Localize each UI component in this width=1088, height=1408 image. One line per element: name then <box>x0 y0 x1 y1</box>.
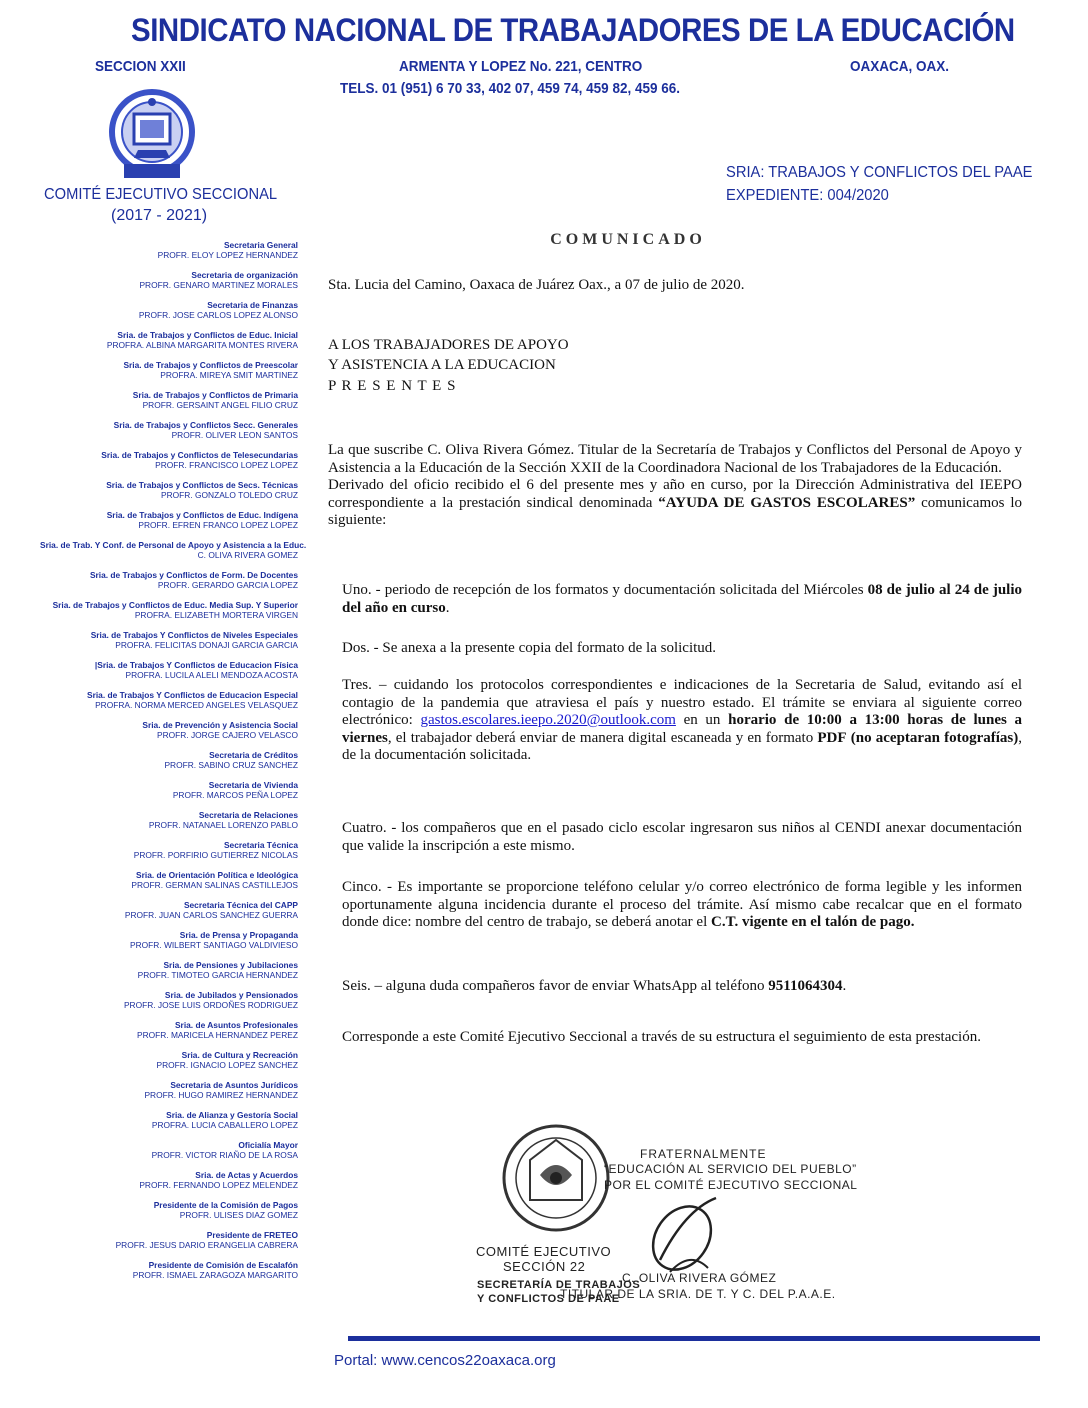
item-tres <box>342 677 1022 765</box>
officer-entry <box>40 720 298 741</box>
recipient-line-1: A LOS TRABAJADORES DE APOYO <box>328 337 569 353</box>
file-number: EXPEDIENTE: 004/2020 <box>726 187 889 204</box>
officer-role: Sria. de Trabajos y Conflictos de Telesecundarias <box>101 450 298 460</box>
item-dos: Dos. - Se anexa a la presente copia del formato de la solicitud. <box>342 640 717 656</box>
officer-name: C. OLIVA RIVERA GOMEZ <box>197 550 298 560</box>
officer-role: Presidente de FRETEO <box>206 1230 298 1240</box>
officer-name: PROFR. JUAN CARLOS SANCHEZ GUERRA <box>124 910 298 920</box>
officer-role: Sria. de Trabajos y Conflictos de Educ. Indígena <box>106 510 298 520</box>
officer-role: Sria. de Prevención y Asistencia Social <box>142 720 298 730</box>
officer-role: Sria. de Orientación Política e Ideológica <box>136 870 298 880</box>
section-label: SECCION XXII <box>95 58 186 75</box>
email-link[interactable]: gastos.escolares.ieepo.2020@outlook.com <box>420 712 676 728</box>
officer-entry <box>40 240 298 261</box>
officer-entry <box>40 900 298 921</box>
officer-entry <box>40 810 298 831</box>
officer-role: Sria. de Actas y Acuerdos <box>195 1170 298 1180</box>
officer-name: PROFR. PORFIRIO GUTIERREZ NICOLAS <box>133 850 298 860</box>
officer-role: Secretaria General <box>223 240 298 250</box>
item-uno-end: . <box>445 599 450 616</box>
officer-entry <box>40 450 298 471</box>
union-logo-icon <box>104 88 200 182</box>
officer-entry <box>40 990 298 1011</box>
officer-name: PROFR. JORGE CAJERO VELASCO <box>156 730 298 740</box>
secretariat-reference: SRIA: TRABAJOS Y CONFLICTOS DEL PAAE <box>726 164 1033 181</box>
signature-line-3: POR EL COMITÉ EJECUTIVO SECCIONAL <box>604 1178 858 1192</box>
officer-entry <box>40 360 298 381</box>
officer-role: Sria. de Trabajos y Conflictos de Educ. Inicial <box>117 330 298 340</box>
officer-name: PROFRA. ELIZABETH MORTERA VIRGEN <box>134 610 298 620</box>
officer-name: PROFRA. LUCILA ALELI MENDOZA ACOSTA <box>125 670 298 680</box>
whatsapp-number: 9511064304 <box>768 978 843 994</box>
officer-name: PROFR. MARCOS PEÑA LOPEZ <box>172 790 298 800</box>
officer-role: Oficialía Mayor <box>238 1140 298 1150</box>
officer-name: PROFR. IGNACIO LOPEZ SANCHEZ <box>156 1060 298 1070</box>
officer-entry <box>40 840 298 861</box>
stamp-line-1: COMITÉ EJECUTIVO <box>476 1244 612 1259</box>
item-cinco-emphasis: C.T. vigente en el talón de pago. <box>711 914 915 930</box>
officer-name: PROFR. GENARO MARTINEZ MORALES <box>139 280 298 290</box>
city: OAXACA, OAX. <box>850 58 950 75</box>
officer-name: PROFR. JESUS DARIO ERANGELIA CABRERA <box>115 1240 298 1250</box>
officer-role: Sria. de Trabajos y Conflictos de Secs. Técnicas <box>106 480 298 490</box>
letter-title: COMUNICADO <box>550 231 706 248</box>
item-uno-text: Uno. - periodo de recepción de los formatos y documentación solicitada del Miércoles <box>342 582 868 598</box>
officer-entry <box>40 750 298 771</box>
portal-link[interactable]: Portal: www.cencos22oaxaca.org <box>334 1352 556 1369</box>
officer-role: Sria. de Trab. Y Conf. de Personal de Apoyo y Asistencia a la Educ. <box>40 540 307 550</box>
officer-role: Secretaria de organización <box>191 270 298 280</box>
officer-entry <box>40 540 307 561</box>
officer-entry <box>40 1170 298 1191</box>
officer-name: PROFR. GERARDO GARCIA LOPEZ <box>157 580 298 590</box>
address: ARMENTA Y LOPEZ No. 221, CENTRO <box>399 58 643 75</box>
officer-entry <box>40 600 298 621</box>
officer-role: Presidente de Comisión de Escalafón <box>148 1260 298 1270</box>
recipient-line-2: Y ASISTENCIA A LA EDUCACION <box>328 357 556 373</box>
officer-role: Secretaria Técnica <box>223 840 298 850</box>
officer-entry <box>40 1140 298 1161</box>
officer-entry <box>40 570 298 591</box>
format-pdf: PDF <box>817 729 847 746</box>
officer-role: Sria. de Jubilados y Pensionados <box>164 990 298 1000</box>
officer-entry <box>40 420 298 441</box>
officer-role: Sria. de Trabajos y Conflictos Secc. Generales <box>113 420 298 430</box>
officer-entry <box>40 1050 298 1071</box>
officer-name: PROFR. NATANAEL LORENZO PABLO <box>148 820 298 830</box>
officer-entry <box>40 510 298 531</box>
signature-line-1: FRATERNALMENTE <box>640 1147 767 1161</box>
officer-entry <box>40 660 298 681</box>
item-uno-dates: 08 de julio al 24 de julio del año en curso <box>342 582 1022 616</box>
officer-name: PROFR. JOSE CARLOS LOPEZ ALONSO <box>138 310 298 320</box>
derivado-end: comunicamos lo siguiente: <box>328 494 1023 528</box>
intro-paragraph <box>328 442 1022 530</box>
derivado-text: Derivado del oficio recibido el 6 del presente mes y año en curso, por la Dirección Administrativa del IEEPO correspondiente a la prestación sindical denominada <box>328 477 1022 511</box>
item-tres-text: Tres. – cuidando los protocolos correspondientes e indicaciones de la Secretaria de Salud, evitando así el contagio de la pandemia que atraviesa el país y nuestro estado. El trámite se enviara al siguiente correo electrónico: <box>342 677 1022 728</box>
officer-entry <box>40 780 298 801</box>
officer-role: Sria. de Trabajos y Conflictos de Primaria <box>132 390 298 400</box>
officer-name: PROFR. GONZALO TOLEDO CRUZ <box>161 490 298 500</box>
footer-rule <box>348 1336 1040 1341</box>
officer-name: PROFRA. MIREYA SMIT MARTINEZ <box>160 370 298 380</box>
officer-role: Sria. de Trabajos y Conflictos de Form. De Docentes <box>89 570 298 580</box>
officer-role: Secretaria de Finanzas <box>207 300 298 310</box>
officer-role: Secretaria de Asuntos Jurídicos <box>170 1080 298 1090</box>
officer-name: PROFR. JOSE LUIS ORDOÑES RODRIGUEZ <box>123 1000 298 1010</box>
officer-entry <box>40 300 298 321</box>
signature-line-2: “EDUCACIÓN AL SERVICIO DEL PUEBLO” <box>604 1162 857 1176</box>
officer-role: Sria. de Trabajos y Conflictos de Preescolar <box>123 360 298 370</box>
item-cinco-text: Cinco. - Es importante se proporcione teléfono celular y/o correo electrónico de forma legible y les informen oportunamente alguna incidencia durante el proceso del trámite. Así mismo cabe recalcar que en el formato donde dice: nombre del centro de trabajo, se deberá anotar el <box>342 879 1022 930</box>
benefit-name: “AYUDA DE GASTOS ESCOLARES” <box>658 494 916 511</box>
officer-entry <box>40 1200 298 1221</box>
officer-name: PROFRA. FELICITAS DONAJI GARCIA GARCIA <box>115 640 298 650</box>
derivado-paragraph <box>328 477 1022 530</box>
officer-name: PROFRA. LUCIA CABALLERO LOPEZ <box>151 1120 298 1130</box>
officer-role: Secretaria de Relaciones <box>198 810 298 820</box>
officer-entry <box>40 960 298 981</box>
closing-paragraph: Corresponde a este Comité Ejecutivo Seccional a través de su estructura el seguimiento de esta prestación. <box>342 1029 981 1045</box>
officer-role: Secretaria Técnica del CAPP <box>183 900 298 910</box>
officer-name: PROFR. ELOY LOPEZ HERNANDEZ <box>157 250 298 260</box>
officer-role: Sria. de Trabajos Y Conflictos de Niveles Especiales <box>90 630 298 640</box>
officer-name: PROFR. TIMOTEO GARCIA HERNANDEZ <box>137 970 298 980</box>
officer-name: PROFR. OLIVER LEON SANTOS <box>171 430 298 440</box>
officer-role: Sria. de Prensa y Propaganda <box>179 930 298 940</box>
officer-name: PROFR. ISMAEL ZARAGOZA MARGARITO <box>132 1270 298 1280</box>
officer-name: PROFR. SABINO CRUZ SANCHEZ <box>164 760 298 770</box>
officer-role: Secretaria de Créditos <box>209 750 298 760</box>
item-seis <box>342 978 1022 996</box>
officer-role: Presidente de la Comisión de Pagos <box>153 1200 298 1210</box>
officer-name: PROFR. HUGO RAMIREZ HERNANDEZ <box>144 1090 298 1100</box>
item-cinco <box>342 879 1022 932</box>
officer-entry <box>40 1260 298 1281</box>
item-tres-text-2: en un <box>675 712 729 728</box>
officer-name: PROFR. GERSAINT ANGEL FILIO CRUZ <box>142 400 298 410</box>
item-seis-text: Seis. – alguna duda compañeros favor de enviar WhatsApp al teléfono <box>342 978 769 994</box>
officer-entry <box>40 630 298 651</box>
item-tres-text-3: , el trabajador deberá enviar de manera digital escaneada y en formato <box>387 729 818 746</box>
officer-entry <box>40 690 298 711</box>
officer-entry <box>40 930 298 951</box>
officer-entry <box>40 330 298 351</box>
signer-title: TITULAR DE LA SRIA. DE T. Y C. DEL P.A.A.E. <box>560 1287 836 1301</box>
officer-role: Sria. de Asuntos Profesionales <box>174 1020 298 1030</box>
officer-entry <box>40 480 298 501</box>
stamp-line-3: SECRETARÍA DE TRABAJOS <box>477 1279 641 1291</box>
officer-name: PROFR. WILBERT SANTIAGO VALDIVIESO <box>129 940 298 950</box>
officer-entry <box>40 1080 298 1101</box>
officer-entry <box>40 270 298 291</box>
officer-role: |Sria. de Trabajos Y Conflictos de Educacion Física <box>94 660 298 670</box>
item-cuatro: Cuatro. - los compañeros que en el pasado ciclo escolar ingresaron sus niños al CENDI anexar documentación que valide la inscripción a este mismo. <box>342 820 1022 854</box>
recipient-line-3: P R E S E N T E S <box>328 378 457 394</box>
committee-name: COMITÉ EJECUTIVO SECCIONAL <box>44 186 278 203</box>
officer-entry <box>40 1110 298 1131</box>
organization-title: SINDICATO NACIONAL DE TRABAJADORES DE LA EDUCACIÓN <box>131 12 1015 48</box>
officer-role: Sria. de Cultura y Recreación <box>181 1050 298 1060</box>
officer-name: PROFR. EFREN FRANCO LOPEZ LOPEZ <box>138 520 298 530</box>
officer-role: Sria. de Trabajos Y Conflictos de Educacion Especial <box>87 690 298 700</box>
stamp-line-2: SECCIÓN 22 <box>503 1259 586 1274</box>
committee-period: (2017 - 2021) <box>111 207 208 224</box>
officer-name: PROFRA. ALBINA MARGARITA MONTES RIVERA <box>106 340 298 350</box>
officer-entry <box>40 1020 298 1041</box>
officer-name: PROFRA. NORMA MERCED ANGELES VELASQUEZ <box>95 700 298 710</box>
officer-name: PROFR. FRANCISCO LOPEZ LOPEZ <box>155 460 298 470</box>
officer-entry <box>40 1230 298 1251</box>
item-seis-end: . <box>842 978 847 994</box>
phones: TELS. 01 (951) 6 70 33, 402 07, 459 74, 459 82, 459 66. <box>340 80 681 97</box>
officer-role: Sria. de Alianza y Gestoría Social <box>166 1110 298 1120</box>
officer-name: PROFR. VICTOR RIAÑO DE LA ROSA <box>151 1150 298 1160</box>
office-hours: horario de 10:00 a 13:00 horas de lunes a viernes <box>342 712 1023 746</box>
signer-name: C. OLIVA RIVERA GÓMEZ <box>622 1271 777 1285</box>
intro-text: La que suscribe C. Oliva Rivera Gómez. Titular de la Secretaría de Trabajos y Conflictos del Personal de Apoyo y Asistencia a la Educación de la Sección XXII de la Coordinadora Nacional de los Trabajadores de la Educación. <box>328 442 1022 476</box>
union-logo <box>104 88 200 182</box>
officer-role: Secretaria de Vivienda <box>208 780 298 790</box>
stamp-line-4: Y CONFLICTOS DE PAAE <box>477 1293 620 1305</box>
officer-role: Sria. de Trabajos y Conflictos de Educ. Media Sup. Y Superior <box>52 600 298 610</box>
item-uno <box>342 582 1022 617</box>
officer-name: PROFR. MARICELA HERNANDEZ PEREZ <box>136 1030 298 1040</box>
officer-name: PROFR. ULISES DIAZ GOMEZ <box>179 1210 298 1220</box>
place-date: Sta. Lucia del Camino, Oaxaca de Juárez Oax., a 07 de julio de 2020. <box>328 277 745 293</box>
officer-entry <box>40 870 298 891</box>
item-tres-end: , de la documentación solicitada. <box>342 729 1022 763</box>
officer-name: PROFR. FERNANDO LOPEZ MELENDEZ <box>139 1180 298 1190</box>
officer-name: PROFR. GERMAN SALINAS CASTILLEJOS <box>131 880 298 890</box>
officer-entry <box>40 390 298 411</box>
officers-list <box>40 240 307 1290</box>
no-photos-note: (no aceptaran fotografías) <box>850 729 1019 746</box>
officer-role: Sria. de Pensiones y Jubilaciones <box>163 960 298 970</box>
